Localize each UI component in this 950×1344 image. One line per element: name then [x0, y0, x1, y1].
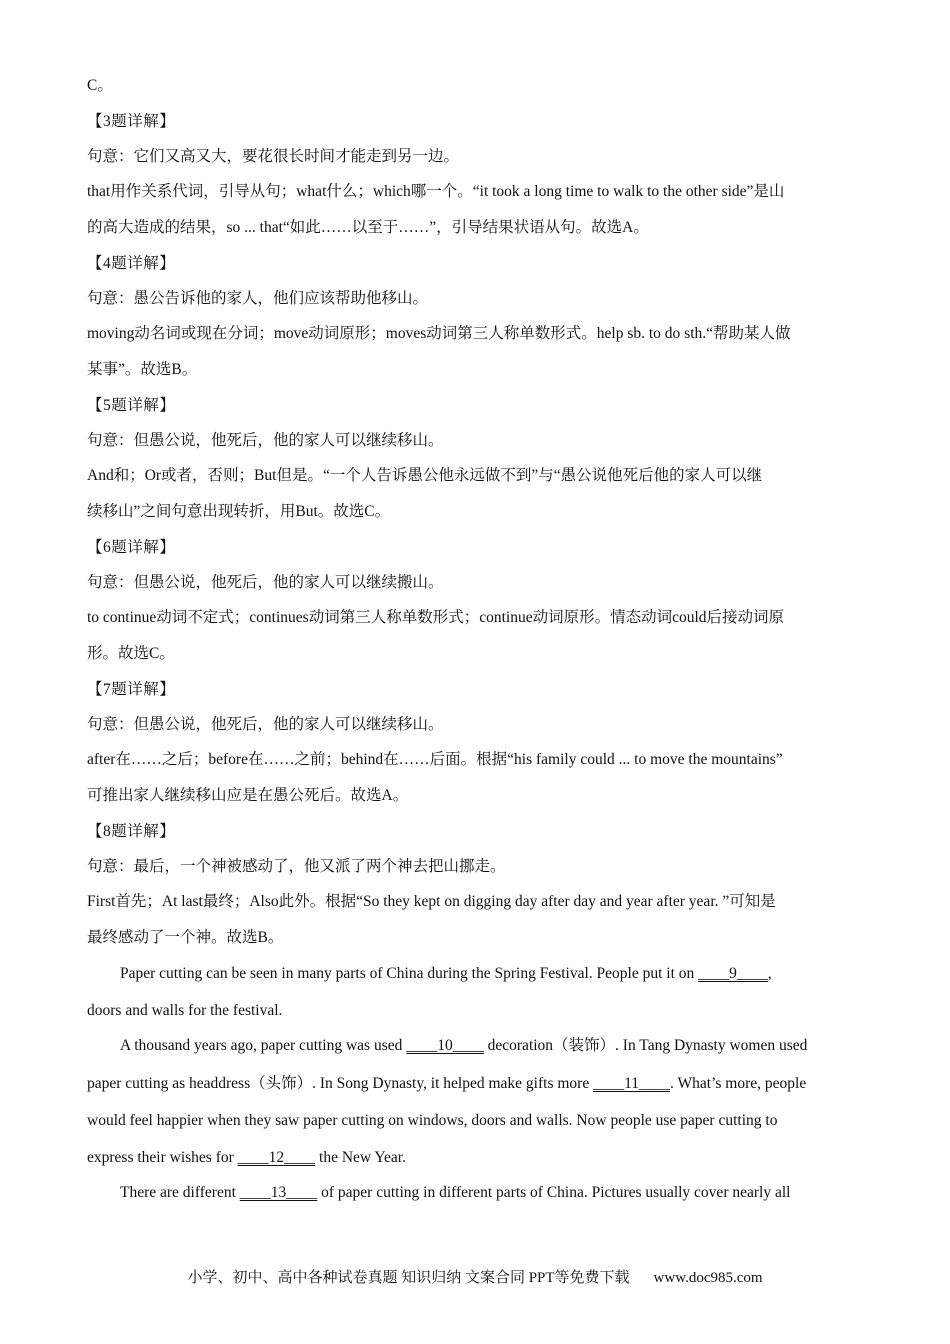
section-heading-6: 【6题详解】 [87, 539, 176, 556]
q3-meaning: 句意：它们又高又大，要花很长时间才能走到另一边。 [87, 148, 460, 165]
q7-explanation-2: 可推出家人继续移山应是在愚公死后。故选A。 [87, 787, 409, 804]
section-heading-5: 【5题详解】 [87, 397, 176, 414]
passage-line [120, 964, 867, 984]
page-footer [0, 1268, 950, 1288]
footer-url: www.doc985.com [653, 1270, 763, 1286]
q7-meaning: 句意：但愚公说，他死后，他的家人可以继续移山。 [87, 716, 444, 733]
section-heading-8: 【8题详解】 [87, 823, 176, 840]
q3-explanation-1: that用作关系代词，引导从句；what什么；which哪一个。“it took a long time to walk to the other side”是山 [87, 183, 785, 200]
q8-meaning: 句意：最后，一个神被感动了，他又派了两个神去把山挪走。 [87, 858, 506, 875]
passage-line [120, 1183, 867, 1203]
passage-text: of paper cutting in different parts of China. Pictures usually cover nearly all [317, 1184, 791, 1201]
q4-explanation-2: 某事”。故选B。 [87, 361, 198, 378]
q6-explanation-1: to continue动词不定式；continues动词第三人称单数形式；continue动词原形。情态动词could后接动词原 [87, 609, 785, 626]
blank-9: ____9____ [698, 965, 768, 982]
q6-meaning: 句意：但愚公说，他死后，他的家人可以继续搬山。 [87, 574, 444, 591]
passage-line [87, 1148, 867, 1168]
passage-line: would feel happier when they saw paper cutting on windows, doors and walls. Now people use paper cutting to [87, 1112, 778, 1129]
passage-text: paper cutting as headdress（头饰）. In Song Dynasty, it helped make gifts more [87, 1075, 594, 1092]
section-heading-3: 【3题详解】 [87, 113, 176, 130]
q5-explanation-1: And和；Or或者，否则；But但是。“一个人告诉愚公他永远做不到”与“愚公说他死后他的家人可以继 [87, 467, 763, 484]
passage-line [87, 1074, 867, 1094]
passage-text: . What’s more, people [670, 1075, 807, 1092]
passage-text: decoration（装饰）. In Tang Dynasty women used [483, 1037, 808, 1054]
blank-12: ____12____ [237, 1149, 316, 1166]
blank-10: ____10____ [406, 1037, 484, 1054]
q5-explanation-2: 续移山”之间句意出现转折，用But。故选C。 [87, 503, 391, 520]
answer-tail: C。 [87, 77, 113, 94]
section-heading-7: 【7题详解】 [87, 681, 176, 698]
passage-text: There are different [120, 1184, 240, 1201]
section-heading-4: 【4题详解】 [87, 255, 176, 272]
q4-explanation-1: moving动名词或现在分词；move动词原形；moves动词第三人称单数形式。help sb. to do sth.“帮助某人做 [87, 325, 791, 342]
passage-line [120, 1036, 867, 1056]
passage-line: doors and walls for the festival. [87, 1002, 283, 1019]
blank-13: ____13____ [239, 1184, 318, 1201]
q6-explanation-2: 形。故选C。 [87, 645, 175, 662]
passage-text: , [767, 965, 772, 982]
q4-meaning: 句意：愚公告诉他的家人，他们应该帮助他移山。 [87, 290, 429, 307]
passage-text: express their wishes for [87, 1149, 238, 1166]
q8-explanation-1: First首先；At last最终；Also此外。根据“So they kept on digging day after day and year after year. ”可知是 [87, 893, 776, 910]
footer-text: 小学、初中、高中各种试卷真题 知识归纳 文案合同 PPT等免费下载 [187, 1270, 630, 1286]
q7-explanation-1: after在……之后；before在……之前；behind在……后面。根据“his family could ... to move the mountains” [87, 751, 783, 768]
q5-meaning: 句意：但愚公说，他死后，他的家人可以继续移山。 [87, 432, 444, 449]
q3-explanation-2: 的高大造成的结果，so ... that“如此……以至于……”，引导结果状语从句。故选A。 [87, 219, 649, 236]
passage-text: the New Year. [315, 1149, 406, 1166]
passage-text: Paper cutting can be seen in many parts of China during the Spring Festival. People put it on [120, 965, 699, 982]
q8-explanation-2: 最终感动了一个神。故选B。 [87, 929, 284, 946]
passage-text: A thousand years ago, paper cutting was used [120, 1037, 407, 1054]
blank-11: ____11____ [593, 1075, 671, 1092]
